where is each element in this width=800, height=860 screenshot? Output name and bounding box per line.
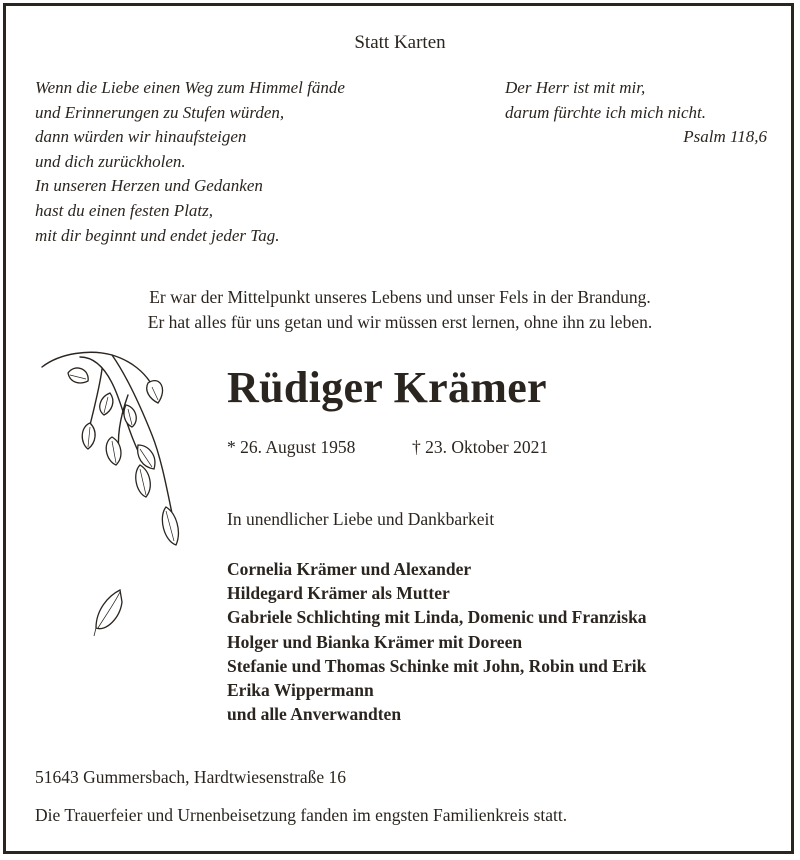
tribute-line: Er war der Mittelpunkt unseres Lebens und unser Fels in der Brandung. bbox=[149, 287, 651, 307]
poem-right bbox=[505, 76, 767, 150]
birth-date: * 26. August 1958 bbox=[227, 437, 356, 457]
poem-left-line: hast du einen festen Platz, bbox=[35, 200, 214, 220]
tribute-line: Er hat alles für uns getan und wir müssen erst lernen, ohne ihn zu leben. bbox=[147, 311, 653, 332]
falling-leaf-illustration bbox=[92, 588, 126, 638]
mourner-line: Holger und Bianka Krämer mit Doreen bbox=[227, 631, 523, 652]
poem-left-line: Wenn die Liebe einen Weg zum Himmel fände bbox=[35, 78, 345, 97]
tribute-text bbox=[0, 285, 800, 334]
funeral-note: Die Trauerfeier und Urnenbeisetzung fanden im engsten Familienkreis statt. bbox=[35, 805, 568, 825]
birch-branch-illustration bbox=[40, 345, 190, 555]
poem-left bbox=[35, 76, 345, 248]
family-address: 51643 Gummersbach, Hardtwiesenstraße 16 bbox=[35, 767, 347, 787]
poem-right-line: darum fürchte ich mich nicht. bbox=[505, 102, 706, 122]
mourners-list bbox=[227, 557, 647, 726]
mourner-line: Erika Wippermann bbox=[227, 680, 374, 701]
psalm-reference: Psalm 118,6 bbox=[683, 127, 767, 147]
mourner-line: Gabriele Schlichting mit Linda, Domenic und Franziska bbox=[227, 607, 647, 628]
poem-left-line: dann würden wir hinaufsteigen bbox=[35, 127, 247, 147]
poem-right-line: Der Herr ist mit mir, bbox=[505, 78, 646, 97]
mourner-line: Hildegard Krämer als Mutter bbox=[227, 583, 450, 604]
mourners-intro: In unendlicher Liebe und Dankbarkeit bbox=[227, 509, 495, 529]
poem-left-line: mit dir beginnt und endet jeder Tag. bbox=[35, 225, 280, 245]
poem-left-line: und dich zurückholen. bbox=[35, 151, 186, 171]
header-statt-karten: Statt Karten bbox=[354, 32, 446, 53]
death-date: † 23. Oktober 2021 bbox=[412, 437, 549, 457]
mourner-line: und alle Anverwandten bbox=[227, 704, 402, 725]
deceased-name: Rüdiger Krämer bbox=[227, 363, 547, 412]
poem-left-line: In unseren Herzen und Gedanken bbox=[35, 176, 263, 196]
poem-left-line: und Erinnerungen zu Stufen würden, bbox=[35, 102, 285, 122]
mourner-line: Cornelia Krämer und Alexander bbox=[227, 559, 472, 579]
mourner-line: Stefanie und Thomas Schinke mit John, Robin und Erik bbox=[227, 655, 647, 676]
